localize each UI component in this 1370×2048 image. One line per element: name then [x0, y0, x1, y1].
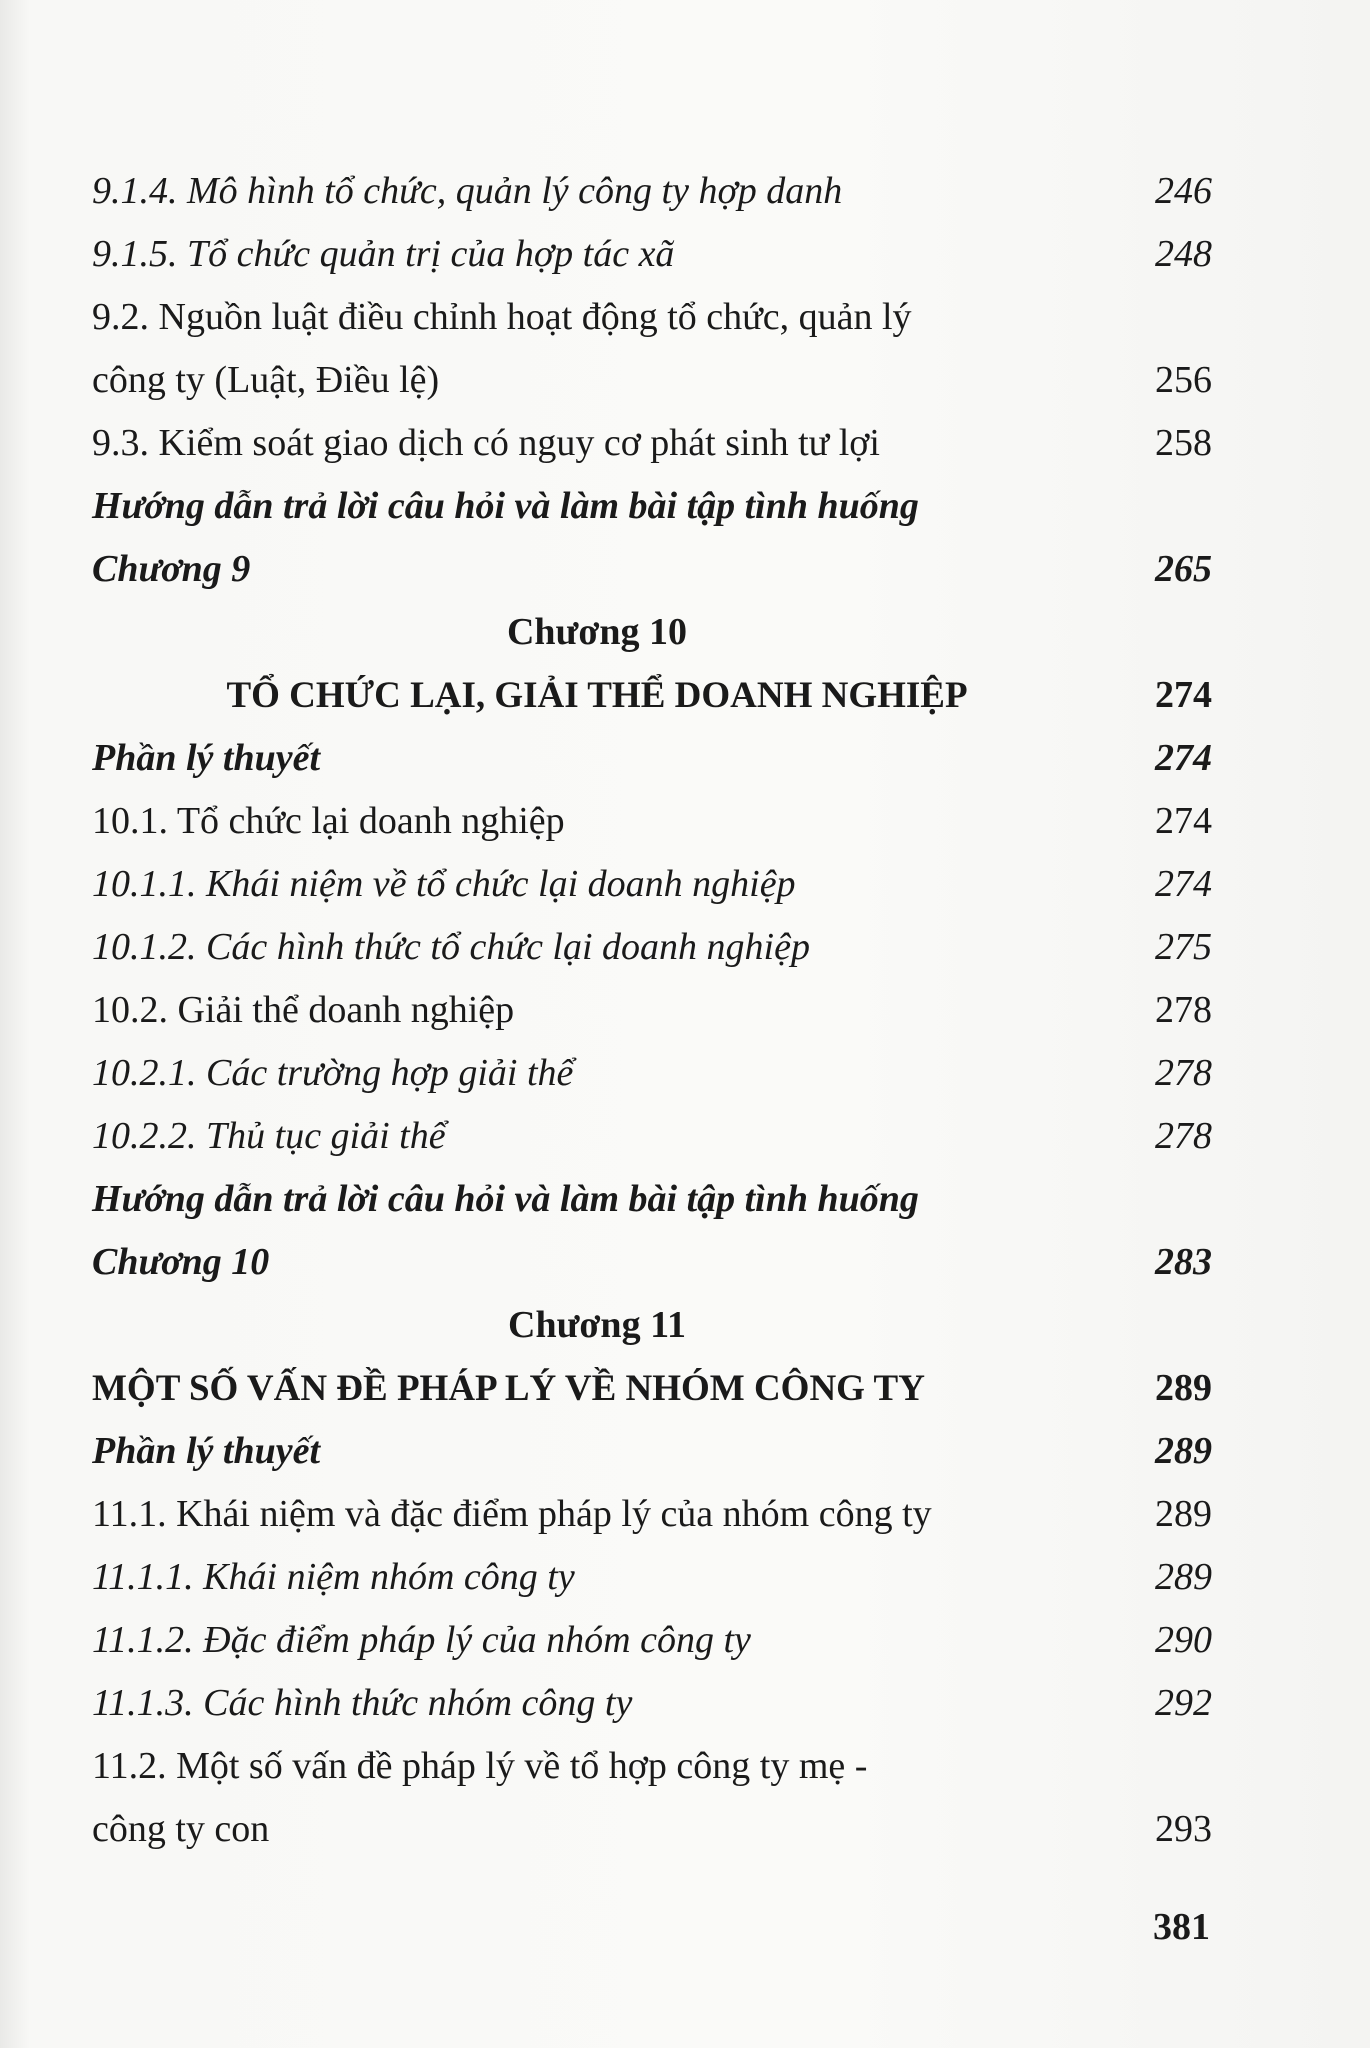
toc-entry-page: 289	[1155, 1493, 1212, 1535]
toc-entry	[92, 727, 1212, 790]
toc-entry	[92, 1420, 1212, 1483]
toc-entry-title: 11.1.1. Khái niệm nhóm công ty	[92, 1556, 575, 1598]
toc-entry-page: 265	[1155, 548, 1212, 590]
toc-entry-page: 274	[1155, 800, 1212, 842]
toc-entry-page: 274	[1155, 863, 1212, 905]
table-of-contents	[92, 160, 1212, 1861]
toc-entry-page: 289	[1155, 1430, 1212, 1472]
toc-entry-page: 283	[1155, 1241, 1212, 1283]
toc-entry-title: 11.1. Khái niệm và đặc điểm pháp lý của nhóm công ty	[92, 1493, 932, 1535]
toc-entry	[92, 1483, 1212, 1546]
toc-entry-title: Chương 11	[508, 1304, 686, 1346]
toc-entry	[92, 1105, 1212, 1168]
toc-entry-page: 274	[1155, 674, 1212, 716]
toc-entry-title: 10.1.1. Khái niệm về tổ chức lại doanh nghiệp	[92, 863, 796, 905]
toc-entry-page: 278	[1155, 1115, 1212, 1157]
toc-entry	[92, 1357, 1212, 1420]
toc-entry	[92, 1609, 1212, 1672]
toc-entry	[92, 538, 1212, 601]
toc-entry-title: 9.2. Nguồn luật điều chỉnh hoạt động tổ chức, quản lý	[92, 296, 912, 338]
toc-entry-title: 9.1.5. Tổ chức quản trị của hợp tác xã	[92, 233, 675, 275]
toc-entry	[92, 475, 1212, 538]
toc-entry-page: 289	[1155, 1367, 1212, 1409]
toc-entry-page: 275	[1155, 926, 1212, 968]
toc-entry-page: 246	[1155, 170, 1212, 212]
toc-entry-title: công ty (Luật, Điều lệ)	[92, 359, 440, 401]
toc-entry-page: 278	[1155, 989, 1212, 1031]
toc-entry-page: 256	[1155, 359, 1212, 401]
toc-entry-title: 11.2. Một số vấn đề pháp lý về tổ hợp công ty mẹ -	[92, 1745, 868, 1787]
toc-entry-title: Chương 10	[506, 611, 688, 653]
toc-entry	[92, 601, 1212, 664]
toc-entry	[92, 1798, 1212, 1861]
toc-entry-title: 10.2. Giải thể doanh nghiệp	[92, 989, 515, 1031]
toc-entry-page: 290	[1155, 1619, 1212, 1661]
toc-entry-page: 274	[1155, 737, 1212, 779]
toc-entry-title: Hướng dẫn trả lời câu hỏi và làm bài tập tình huống	[92, 1178, 919, 1220]
toc-entry-page: 278	[1155, 1052, 1212, 1094]
toc-entry-title: 9.3. Kiểm soát giao dịch có nguy cơ phát sinh tư lợi	[92, 422, 880, 464]
toc-entry	[92, 1672, 1212, 1735]
toc-entry	[92, 790, 1212, 853]
toc-entry-title: Chương 9	[92, 548, 251, 590]
toc-entry-page: 248	[1155, 233, 1212, 275]
toc-entry	[92, 853, 1212, 916]
toc-entry-page: 258	[1155, 422, 1212, 464]
toc-entry-title: Phần lý thuyết	[92, 737, 321, 779]
toc-entry	[92, 1168, 1212, 1231]
toc-entry-title: 10.2.2. Thủ tục giải thể	[92, 1115, 446, 1157]
toc-entry-title: công ty con	[92, 1808, 270, 1850]
toc-entry-title: 10.1. Tổ chức lại doanh nghiệp	[92, 800, 565, 842]
toc-entry	[92, 1231, 1212, 1294]
toc-entry-page: 293	[1155, 1808, 1212, 1850]
toc-entry	[92, 1042, 1212, 1105]
toc-entry	[92, 916, 1212, 979]
toc-entry	[92, 1735, 1212, 1798]
toc-entry-title: Hướng dẫn trả lời câu hỏi và làm bài tập tình huống	[92, 485, 919, 527]
toc-entry-title: Phần lý thuyết	[92, 1430, 321, 1472]
toc-entry-title: 11.1.2. Đặc điểm pháp lý của nhóm công ty	[92, 1619, 751, 1661]
toc-entry	[92, 160, 1212, 223]
toc-entry-title: 9.1.4. Mô hình tổ chức, quản lý công ty hợp danh	[92, 170, 843, 212]
toc-entry-title: 11.1.3. Các hình thức nhóm công ty	[92, 1682, 633, 1724]
toc-entry-page: 289	[1155, 1556, 1212, 1598]
toc-entry	[92, 349, 1212, 412]
toc-entry	[92, 1546, 1212, 1609]
toc-entry	[92, 664, 1212, 727]
toc-entry	[92, 286, 1212, 349]
toc-entry-title: TỔ CHỨC LẠI, GIẢI THỂ DOANH NGHIỆP	[226, 675, 968, 716]
toc-entry-title: MỘT SỐ VẤN ĐỀ PHÁP LÝ VỀ NHÓM CÔNG TY	[92, 1368, 925, 1409]
toc-entry-title: 10.2.1. Các trường hợp giải thể	[92, 1052, 574, 1094]
toc-entry-title: Chương 10	[92, 1241, 270, 1283]
toc-entry	[92, 223, 1212, 286]
toc-entry	[92, 412, 1212, 475]
toc-entry	[92, 979, 1212, 1042]
toc-entry-title: 10.1.2. Các hình thức tổ chức lại doanh nghiệp	[92, 926, 810, 968]
page-number: 381	[1153, 1906, 1210, 1948]
toc-entry-page: 292	[1155, 1682, 1212, 1724]
toc-entry	[92, 1294, 1212, 1357]
